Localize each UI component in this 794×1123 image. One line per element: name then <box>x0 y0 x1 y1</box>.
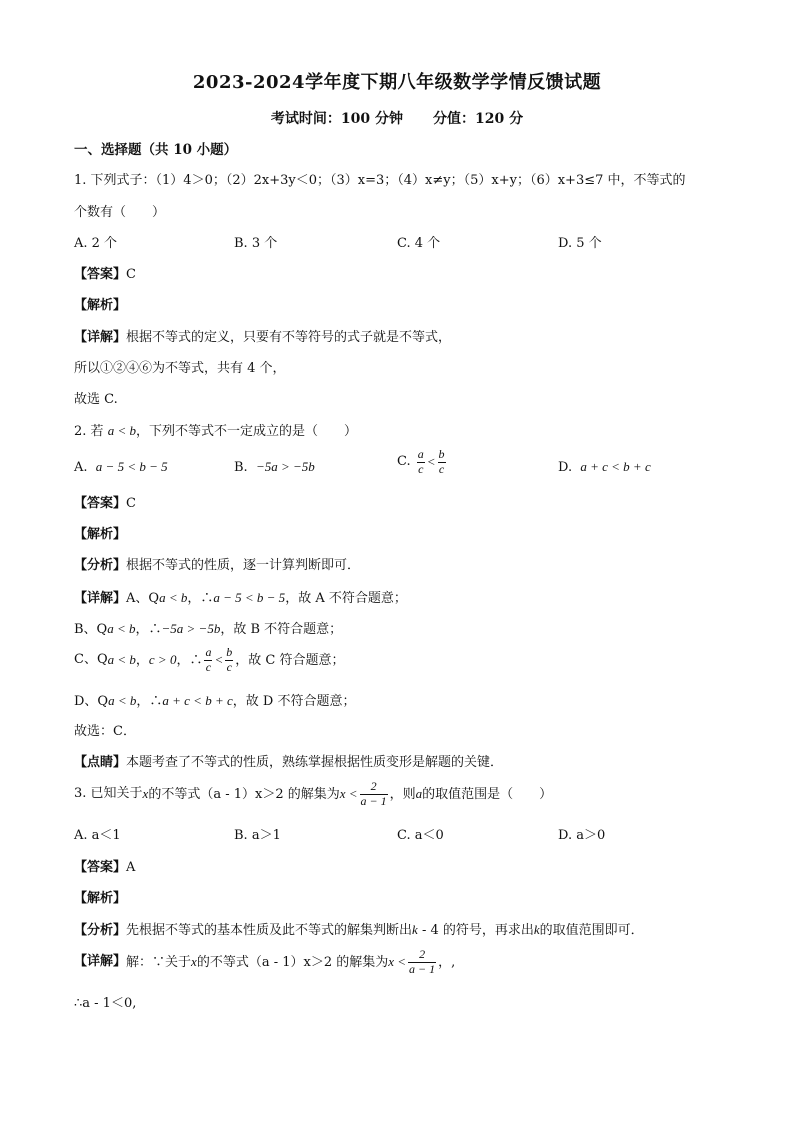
q3-answer <box>74 861 135 874</box>
fraction <box>204 646 212 675</box>
option-math: a − 5 < b − 5 <box>95 459 168 474</box>
option-label: A. <box>74 460 88 475</box>
q2-stem <box>74 424 357 438</box>
line-sep: ， <box>135 652 149 668</box>
fraction-num: b <box>226 645 233 659</box>
line-math: a + c < b + c <box>162 693 233 708</box>
q1-option-c: C. 4 个 <box>397 236 441 251</box>
lt-sign: < <box>214 651 224 667</box>
line-math: a − 5 < b − 5 <box>213 590 286 605</box>
q3-stem <box>74 780 552 809</box>
q2-stem-math: a < b <box>107 423 136 438</box>
option-math: −5a > −5b <box>255 459 315 474</box>
fenxi-text: 根据不等式的性质，逐一计算判断即可． <box>126 558 361 573</box>
fraction <box>360 780 388 809</box>
fraction-num: b <box>438 447 445 461</box>
line-math: −5a > −5b <box>161 621 221 636</box>
stem-mid: 的不等式（a - 1）x＞2 的解集为 <box>148 786 340 802</box>
fraction-num: a <box>417 447 424 461</box>
line-post: ，故 A 不符合题意； <box>285 591 407 606</box>
q2-detail-c <box>74 646 344 675</box>
option-label: B. <box>234 460 248 475</box>
stem-post: 的取值范围是（ ） <box>422 786 553 802</box>
q3-option-d: D. a＞0 <box>558 828 606 843</box>
fraction <box>417 448 425 477</box>
q1-stem-line1: 1. 下列式子：（1）4＞0；（2）2x+3y＜0；（3）x=3；（4）x≠y；（5）x+y；（6）x+3≤7 中，不等式的 <box>74 173 686 188</box>
stem-pre: 3. 已知关于 <box>74 785 143 801</box>
q3-option-b: B. a＞1 <box>234 828 281 843</box>
detail-text: 根据不等式的定义，只要有不等符号的式子就是不等式， <box>126 330 452 345</box>
fenxi-var: k <box>533 922 540 937</box>
line-mid: ，∴ <box>136 694 163 709</box>
q1-stem-line2: 个数有（ ） <box>74 205 166 220</box>
fraction <box>225 646 233 675</box>
fraction-den: c <box>438 461 445 476</box>
q2-detail-d <box>74 694 355 708</box>
q3-last-line: ∴a - 1＜0, <box>74 996 137 1011</box>
fenxi-var: k <box>412 922 418 937</box>
fenxi-tag: 【分析】 <box>74 923 127 938</box>
q2-answer <box>74 497 136 510</box>
line-post: ，故 C 符合题意； <box>235 652 345 668</box>
line-math: a < b <box>107 651 136 667</box>
exam-info <box>0 112 794 126</box>
q3-detail <box>74 948 455 977</box>
fraction-num: a <box>205 645 212 659</box>
line-mid: ，∴ <box>135 622 162 637</box>
q2-dianjing <box>74 756 503 769</box>
answer-tag: 【答案】 <box>74 496 127 511</box>
dianjing-text: 本题考查了不等式的性质，熟练掌握根据性质变形是解题的关键． <box>126 755 504 770</box>
fenxi-text: - 4 的符号，再求出 <box>417 923 534 938</box>
answer-value: C <box>126 496 136 511</box>
q2-detail-b <box>74 622 342 636</box>
section-heading: 一、选择题（共 10 小题） <box>74 142 238 158</box>
fraction <box>438 448 446 477</box>
fraction-num: 2 <box>360 780 388 795</box>
q3-option-c: C. a＜0 <box>397 828 444 843</box>
fenxi-text: 先根据不等式的基本性质及此不等式的解集判断出 <box>126 923 413 938</box>
q2-fenxi <box>74 559 360 572</box>
detail-var: x <box>191 953 197 969</box>
line-math: a < b <box>108 693 137 708</box>
q2-stem-prefix: 2. 若 <box>74 424 104 439</box>
q3-option-a: A. a＜1 <box>74 828 121 843</box>
q2-option-d <box>558 460 651 474</box>
fraction-den: c <box>418 461 424 476</box>
fraction <box>408 948 436 977</box>
answer-value: C <box>126 267 136 282</box>
q2-choose: 故选：C． <box>74 724 136 739</box>
q2-option-c <box>397 448 448 477</box>
detail-text: ，, <box>438 954 456 970</box>
detail-tag: 【详解】 <box>74 591 127 606</box>
line-math: a < b <box>159 590 188 605</box>
line-pre: B、Q <box>74 622 108 637</box>
option-label: C. <box>397 453 411 469</box>
fraction-den: c <box>226 659 232 674</box>
line-post: ，故 D 不符合题意； <box>232 694 356 709</box>
q2-option-b <box>234 460 315 474</box>
answer-value: A <box>126 860 136 875</box>
q1-analysis-tag: 【解析】 <box>74 298 127 313</box>
line-pre: A、Q <box>126 591 160 606</box>
q2-analysis-tag: 【解析】 <box>74 527 127 542</box>
answer-tag: 【答案】 <box>74 267 127 282</box>
page-title: 2023-2024学年度下期八年级数学学情反馈试题 <box>192 72 602 93</box>
exam-time: 考试时间：100 分钟 <box>270 111 403 127</box>
option-label: D. <box>558 460 573 475</box>
detail-text: 的不等式（a - 1）x＞2 的解集为 <box>196 954 389 970</box>
fraction-num: 2 <box>408 948 436 963</box>
lt-sign: < <box>426 453 436 469</box>
q2-stem-suffix: ，下列不等式不一定成立的是（ ） <box>135 424 357 439</box>
q1-option-a: A. 2 个 <box>74 236 118 251</box>
detail-tag: 【详解】 <box>74 330 127 345</box>
q3-fenxi <box>74 923 644 937</box>
line-mid: ，∴ <box>187 591 214 606</box>
stem-post: ，则 <box>389 786 416 802</box>
fenxi-text: 的取值范围即可． <box>539 923 644 938</box>
stem-var: x <box>142 785 149 801</box>
exam-score: 分值：120 分 <box>433 111 524 127</box>
fraction-den: a − 1 <box>409 961 436 976</box>
line-mid: ，∴ <box>176 652 203 668</box>
fraction-den: a − 1 <box>360 793 387 808</box>
line-pre: D、Q <box>74 694 109 709</box>
detail-text: 解：∵关于 <box>126 954 192 970</box>
fenxi-tag: 【分析】 <box>74 558 127 573</box>
q1-detail-line3: 故选 C. <box>74 392 118 407</box>
fraction-den: c <box>205 659 212 674</box>
option-math: a + c < b + c <box>580 459 651 474</box>
q3-analysis-tag: 【解析】 <box>74 891 127 906</box>
answer-tag: 【答案】 <box>74 860 127 875</box>
q1-answer <box>74 268 136 281</box>
dianjing-tag: 【点睛】 <box>74 755 127 770</box>
line-math: a < b <box>107 621 136 636</box>
stem-var: a <box>415 785 423 801</box>
detail-tag: 【详解】 <box>74 953 127 969</box>
q2-option-a <box>74 460 168 474</box>
detail-math: x < <box>388 953 407 969</box>
q2-detail-a <box>74 591 407 605</box>
q1-option-d: D. 5 个 <box>558 236 602 251</box>
q1-detail-line1 <box>74 331 451 344</box>
line-pre: C、Q <box>74 651 108 667</box>
line-math: c > 0 <box>148 651 177 667</box>
line-post: ，故 B 不符合题意； <box>220 622 343 637</box>
q1-detail-line2: 所以①②④⑥为不等式，共有 4 个， <box>74 361 286 376</box>
stem-math: x < <box>339 785 358 801</box>
q1-option-b: B. 3 个 <box>234 236 278 251</box>
